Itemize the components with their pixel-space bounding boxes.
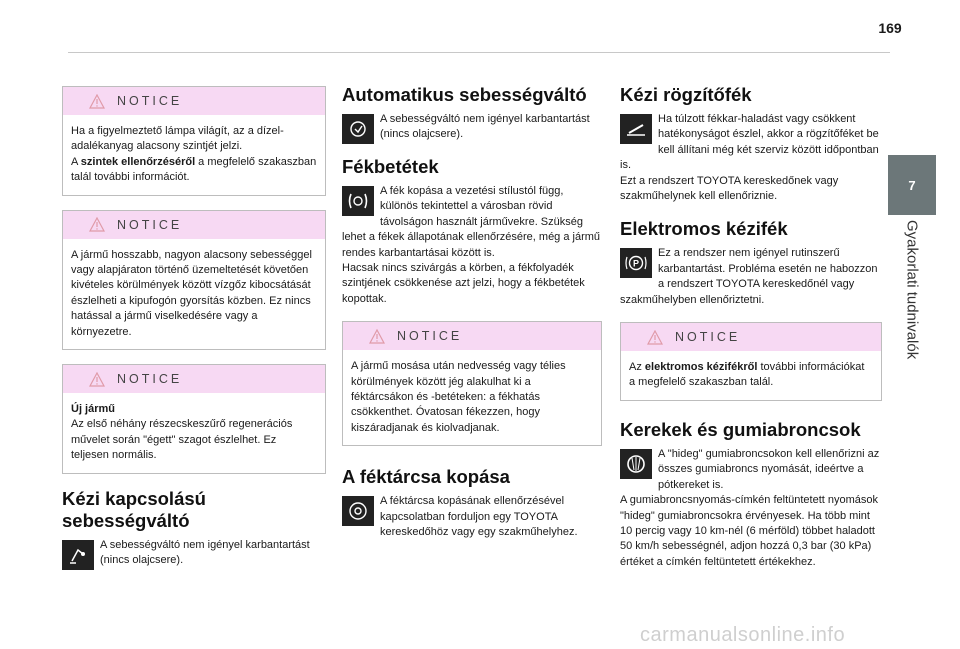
section-paragraph xyxy=(342,184,602,261)
chapter-tab[interactable]: 7 xyxy=(888,155,936,215)
section-text: A fék kopása a vezetési stílustól függ, különös tekintettel a városban rövid távolságon használt járművekre. Szükség lehet a fékek állapotának ellenőrzésére, még a jármű rendes karbantartásai között is. xyxy=(342,185,601,259)
notice-text: Ha a figyelmeztető lámpa világít, az a dízel-adalékanyag alacsony szintjét jelzi. xyxy=(71,125,284,153)
warning-triangle-icon xyxy=(89,217,105,232)
section-text: A sebességváltó nem igényel karbantartást (nincs olajcsere). xyxy=(380,113,590,141)
notice-header xyxy=(621,323,881,351)
column-3 xyxy=(620,78,882,580)
notice-text: Az xyxy=(629,361,645,374)
notice-bold-text: Új jármű xyxy=(71,403,116,416)
notice-text: A jármű mosása után nedvesség vagy télies körülmények között jég alakulhat ki a féktárcsákon és -betéteken: a fékhatás csökkenthet. Óvatosan fékezzen, hogy kiszáradjanak és kiolvadjanak. xyxy=(351,360,566,434)
watermark: carmanualsonline.info xyxy=(640,624,846,646)
notice-box xyxy=(342,321,602,446)
notice-body xyxy=(63,239,325,349)
section-paragraph xyxy=(620,447,882,493)
notice-bold-text: elektromos kézifékről xyxy=(644,361,758,374)
notice-header xyxy=(63,211,325,239)
notice-body xyxy=(343,350,601,445)
notice-text: a megfelelő szakaszban talál további információt. xyxy=(71,155,317,184)
notice-box xyxy=(620,322,882,401)
notice-title: NOTICE xyxy=(397,329,463,344)
section-text: Ez a rendszer nem igényel rutinszerű karbantartást. Probléma esetén ne habozzon a rendszert TOYOTA kereskedőnél vagy szakműhelyben ellenőriztetni. xyxy=(620,247,878,306)
top-rule xyxy=(68,52,890,53)
page-number: 169 xyxy=(878,20,902,36)
section-heading: Fékbetétek xyxy=(342,156,439,177)
notice-text: Az első néhány részecskeszűrő regenerációs művelet során "égett" szagot észlelhet. Ez teljesen normális. xyxy=(71,418,293,462)
section-heading: Automatikus sebességváltó xyxy=(342,84,587,105)
notice-box xyxy=(62,364,326,474)
notice-bold-text: szintek ellenőrzéséről xyxy=(80,155,196,168)
notice-box xyxy=(62,86,326,196)
notice-header xyxy=(63,365,325,393)
notice-title: NOTICE xyxy=(117,94,183,108)
auto-gearbox-icon xyxy=(342,114,374,144)
chapter-title-text: Gyakorlati tudnivalók xyxy=(903,220,921,360)
section-paragraph xyxy=(620,112,882,174)
notice-text: további információkat a megfelelő szakaszban talál. xyxy=(629,361,865,389)
notice-text: A xyxy=(71,155,81,168)
notice-box xyxy=(62,210,326,350)
gearbox-icon xyxy=(62,540,94,570)
section-heading: Kézi rögzítőfék xyxy=(620,84,752,105)
column-1 xyxy=(62,78,326,582)
brake-pad-icon xyxy=(342,186,374,216)
section-text: A féktárcsa kopásának ellenőrzésével kapcsolatban forduljon egy TOYOTA kereskedőhöz vagy egy szakműhelyhez. xyxy=(380,495,578,539)
notice-body xyxy=(621,351,881,400)
section-text: A "hideg" gumiabroncsokon kell ellenőrizni az összes gumiabroncs nyomását, ideértve a pótkereket is. xyxy=(658,447,880,491)
chapter-title xyxy=(888,220,936,380)
section-heading: Kerekek és gumiabroncsok xyxy=(620,418,861,440)
section-paragraph xyxy=(342,112,602,146)
brake-disc-icon xyxy=(342,496,374,526)
svg-text:P: P xyxy=(632,258,640,269)
notice-title: NOTICE xyxy=(117,372,183,387)
warning-triangle-icon xyxy=(369,329,385,344)
section-text: A gumiabroncsnyomás-címkén feltüntetett nyomások "hideg" gumiabroncsokra érvényesek. Ha több mint 10 percig vagy 10 km-nél (6 mérföld) többet haladott 50 km/h sebességnél, adjon hozzá 0,3 bar (30 kPa) értéket a címkén feltüntetett értékekhez. xyxy=(620,494,879,568)
notice-body xyxy=(63,393,325,473)
tyre-icon xyxy=(620,449,652,479)
section-paragraph xyxy=(620,246,882,308)
section-text: Ezt a rendszert TOYOTA kereskedőnek vagy szakműhelynek kell ellenőriznie. xyxy=(620,174,839,203)
section-heading: A féktárcsa kopása xyxy=(342,466,510,488)
section-heading: Kézi kapcsolású sebességváltó xyxy=(62,487,206,531)
section-paragraph xyxy=(342,494,602,540)
column-2 xyxy=(342,78,602,551)
notice-header xyxy=(343,322,601,350)
section-heading: Elektromos kézifék xyxy=(620,218,788,240)
section-paragraph xyxy=(62,538,326,572)
notice-header xyxy=(63,87,325,115)
electric-parking-brake-icon xyxy=(620,248,652,278)
section-text: Hacsak nincs szivárgás a körben, a fékfolyadék szintjének csökkenése azt jelzi, hogy a fékbetétek kopottak. xyxy=(342,262,585,305)
notice-title: NOTICE xyxy=(117,217,183,232)
warning-triangle-icon xyxy=(647,330,663,345)
notice-body xyxy=(63,115,325,195)
section-text: A sebességváltó nem igényel karbantartást (nincs olajcsere). xyxy=(100,538,310,567)
notice-text: A jármű hosszabb, nagyon alacsony sebességgel vagy alapjáraton történő üzemeltetését követően kivételes körülmények között vízgőz kibocsátását észlelheti a kipufogón gyorsítás közben. Ez nincs hatással a jármű viselkedésére vagy a környezetre. xyxy=(71,248,312,338)
handbrake-lever-icon xyxy=(620,114,652,144)
section-text: Ha túlzott fékkar-haladást vagy csökkent hatékonyságot észlel, akkor a rögzítőféket be kell állítani még két szerviz között időpontban is. xyxy=(620,113,879,172)
warning-triangle-icon xyxy=(89,94,105,109)
notice-title: NOTICE xyxy=(675,330,741,345)
warning-triangle-icon xyxy=(89,372,105,387)
